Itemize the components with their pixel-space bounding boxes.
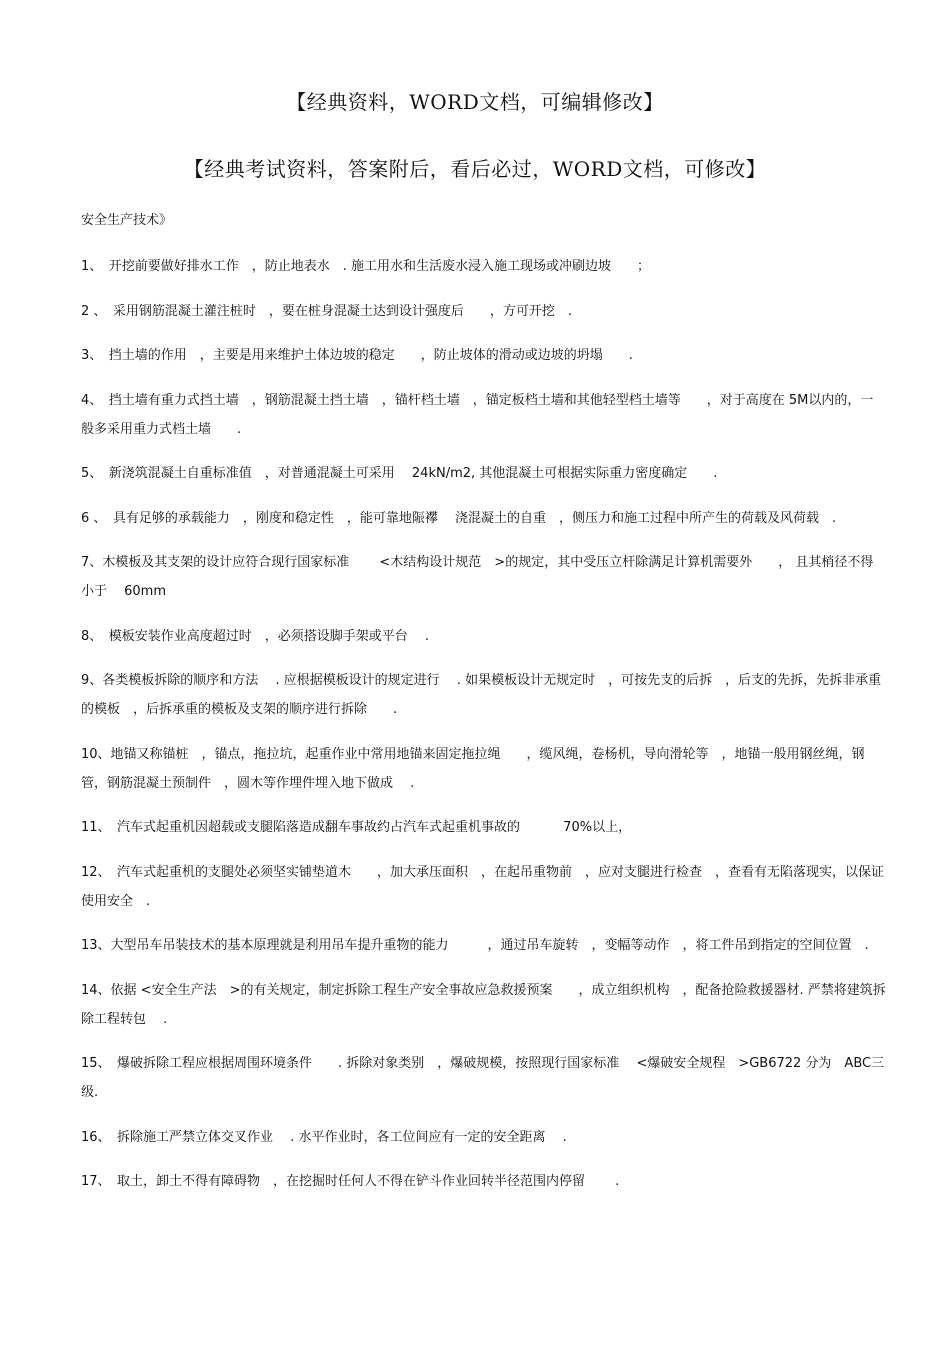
document-title-2: 【经典考试资料，答案附后，看后必过，WORD文档，可修改】 (183, 157, 767, 181)
item-text: 15、 爆破拆除工程应根据周围环境条件 . 拆除对象类别 ，爆破规模，按照现行国家标准 <爆破安全规程 >GB6722 分为 ABC三级. (81, 1056, 885, 1100)
item-text: 6 、 具有足够的承载能力 ，刚度和稳定性 ，能可靠地陙襻 浇混凝土的自重 ，侧压力和施工过程中所产生的荷载及风荷载 . (81, 510, 837, 526)
item-text: 14、依据 <安全生产法 >的有关规定，制定拆除工程生产安全事故应急救援预案 ，成立组织机构 ，配备抢险救援器材. 严禁将建筑拆除工程转包 . (81, 982, 886, 1027)
list-item (81, 976, 886, 1034)
item-text: 3、 挡土墙的作用 ，主要是用来维护土体边坡的稳定 ，防止坡体的滑动或边坡的坍塌 . (81, 348, 633, 363)
list-item (81, 858, 886, 916)
list-item (81, 622, 886, 651)
item-text: 8、 模板安装作业高度超过时 ，必须搭设脚手架或平台 . (81, 628, 430, 644)
item-text: 12、 汽车式起重机的支腿处必须坚实铺垫道木 ，加大承压面积 ，在起吊重物前 ，应对支腿进行检查 ，查看有无陷落现实，以保证使用安全 . (81, 864, 885, 909)
list-item (81, 1167, 886, 1196)
list-item (81, 1049, 886, 1107)
list-item (81, 341, 886, 370)
item-text: 17、 取土，卸土不得有障碍物 ，在挖掘时任何人不得在铲斗作业回转半径范围内停留 . (81, 1174, 620, 1189)
item-text: 11、 汽车式起重机因超载或支腿陷落造成翻车事故约占汽车式起重机事故的 70%以上， (81, 820, 632, 835)
item-text: 9、各类模板拆除的顺序和方法 . 应根据模板设计的规定进行 . 如果模板设计无规定时 ，可按先支的后拆 ，后支的先拆，先拆非承重的模板 ，后拆承重的模板及支架的顺序进行拆除 . (81, 673, 882, 717)
list-item (81, 813, 886, 842)
item-text: 16、 拆除施工严禁立体交叉作业 . 水平作业时，各工位间应有一定的安全距离 . (81, 1129, 567, 1145)
list-item (81, 1123, 886, 1152)
item-text: 10、地锚又称锚桩 ，锚点，拖拉坑，起重作业中常用地锚来固定拖拉绳 ，缆风绳，卷杨机，导向滑轮等 ，地锚一般用钢丝绳，钢管，钢筋混凝土预制件 ，圆木等作埋件埋入地下做成 . (81, 746, 865, 791)
item-text: 1、 开挖前要做好排水工作 ，防止地表水 . 施工用水和生活废水浸入施工现场或冲刷边坡 ； (81, 259, 651, 274)
list-item (81, 740, 886, 798)
list-item (81, 504, 886, 533)
list-item (81, 386, 886, 444)
list-item (81, 548, 886, 606)
list-item (81, 252, 886, 281)
item-text: 2 、 采用钢筋混凝土灌注桩时 ，要在桩身混凝土达到设计强度后 ，方可开挖 . (81, 303, 573, 319)
item-text: 13、大型吊车吊装技术的基本原理就是利用吊车提升重物的能力 ，通过吊车旋转 ，变幅等动作 ，将工件吊到指定的空间位置 . (81, 938, 869, 953)
item-text: 5、 新浇筑混凝土自重标准值 ，对普通混凝土可采用 24kN/m2, 其他混凝土可根据实际重力密度确定 . (81, 466, 718, 481)
section-subtitle: 安全生产技术》 (81, 213, 173, 228)
item-text: 4、 挡土墙有重力式挡土墙 ，钢筋混凝土挡土墙 ，锚杆档土墙 ，锚定板档土墙和其他轻型档土墙等 ，对于高度在 5M以内的，一般多采用重力式档土墙 . (81, 392, 874, 437)
list-item (81, 459, 886, 488)
list-item (81, 297, 886, 326)
list-item (81, 666, 886, 724)
item-list (81, 252, 886, 1212)
list-item (81, 931, 886, 960)
document-title-1: 【经典资料，WORD文档，可编辑修改】 (286, 90, 664, 114)
item-text: 7、木模板及其支架的设计应符合现行国家标准 <木结构设计规范 >的规定，其中受压立杆除满足计算机需要外 ， 且其梢径不得小于 60mm (81, 555, 874, 599)
